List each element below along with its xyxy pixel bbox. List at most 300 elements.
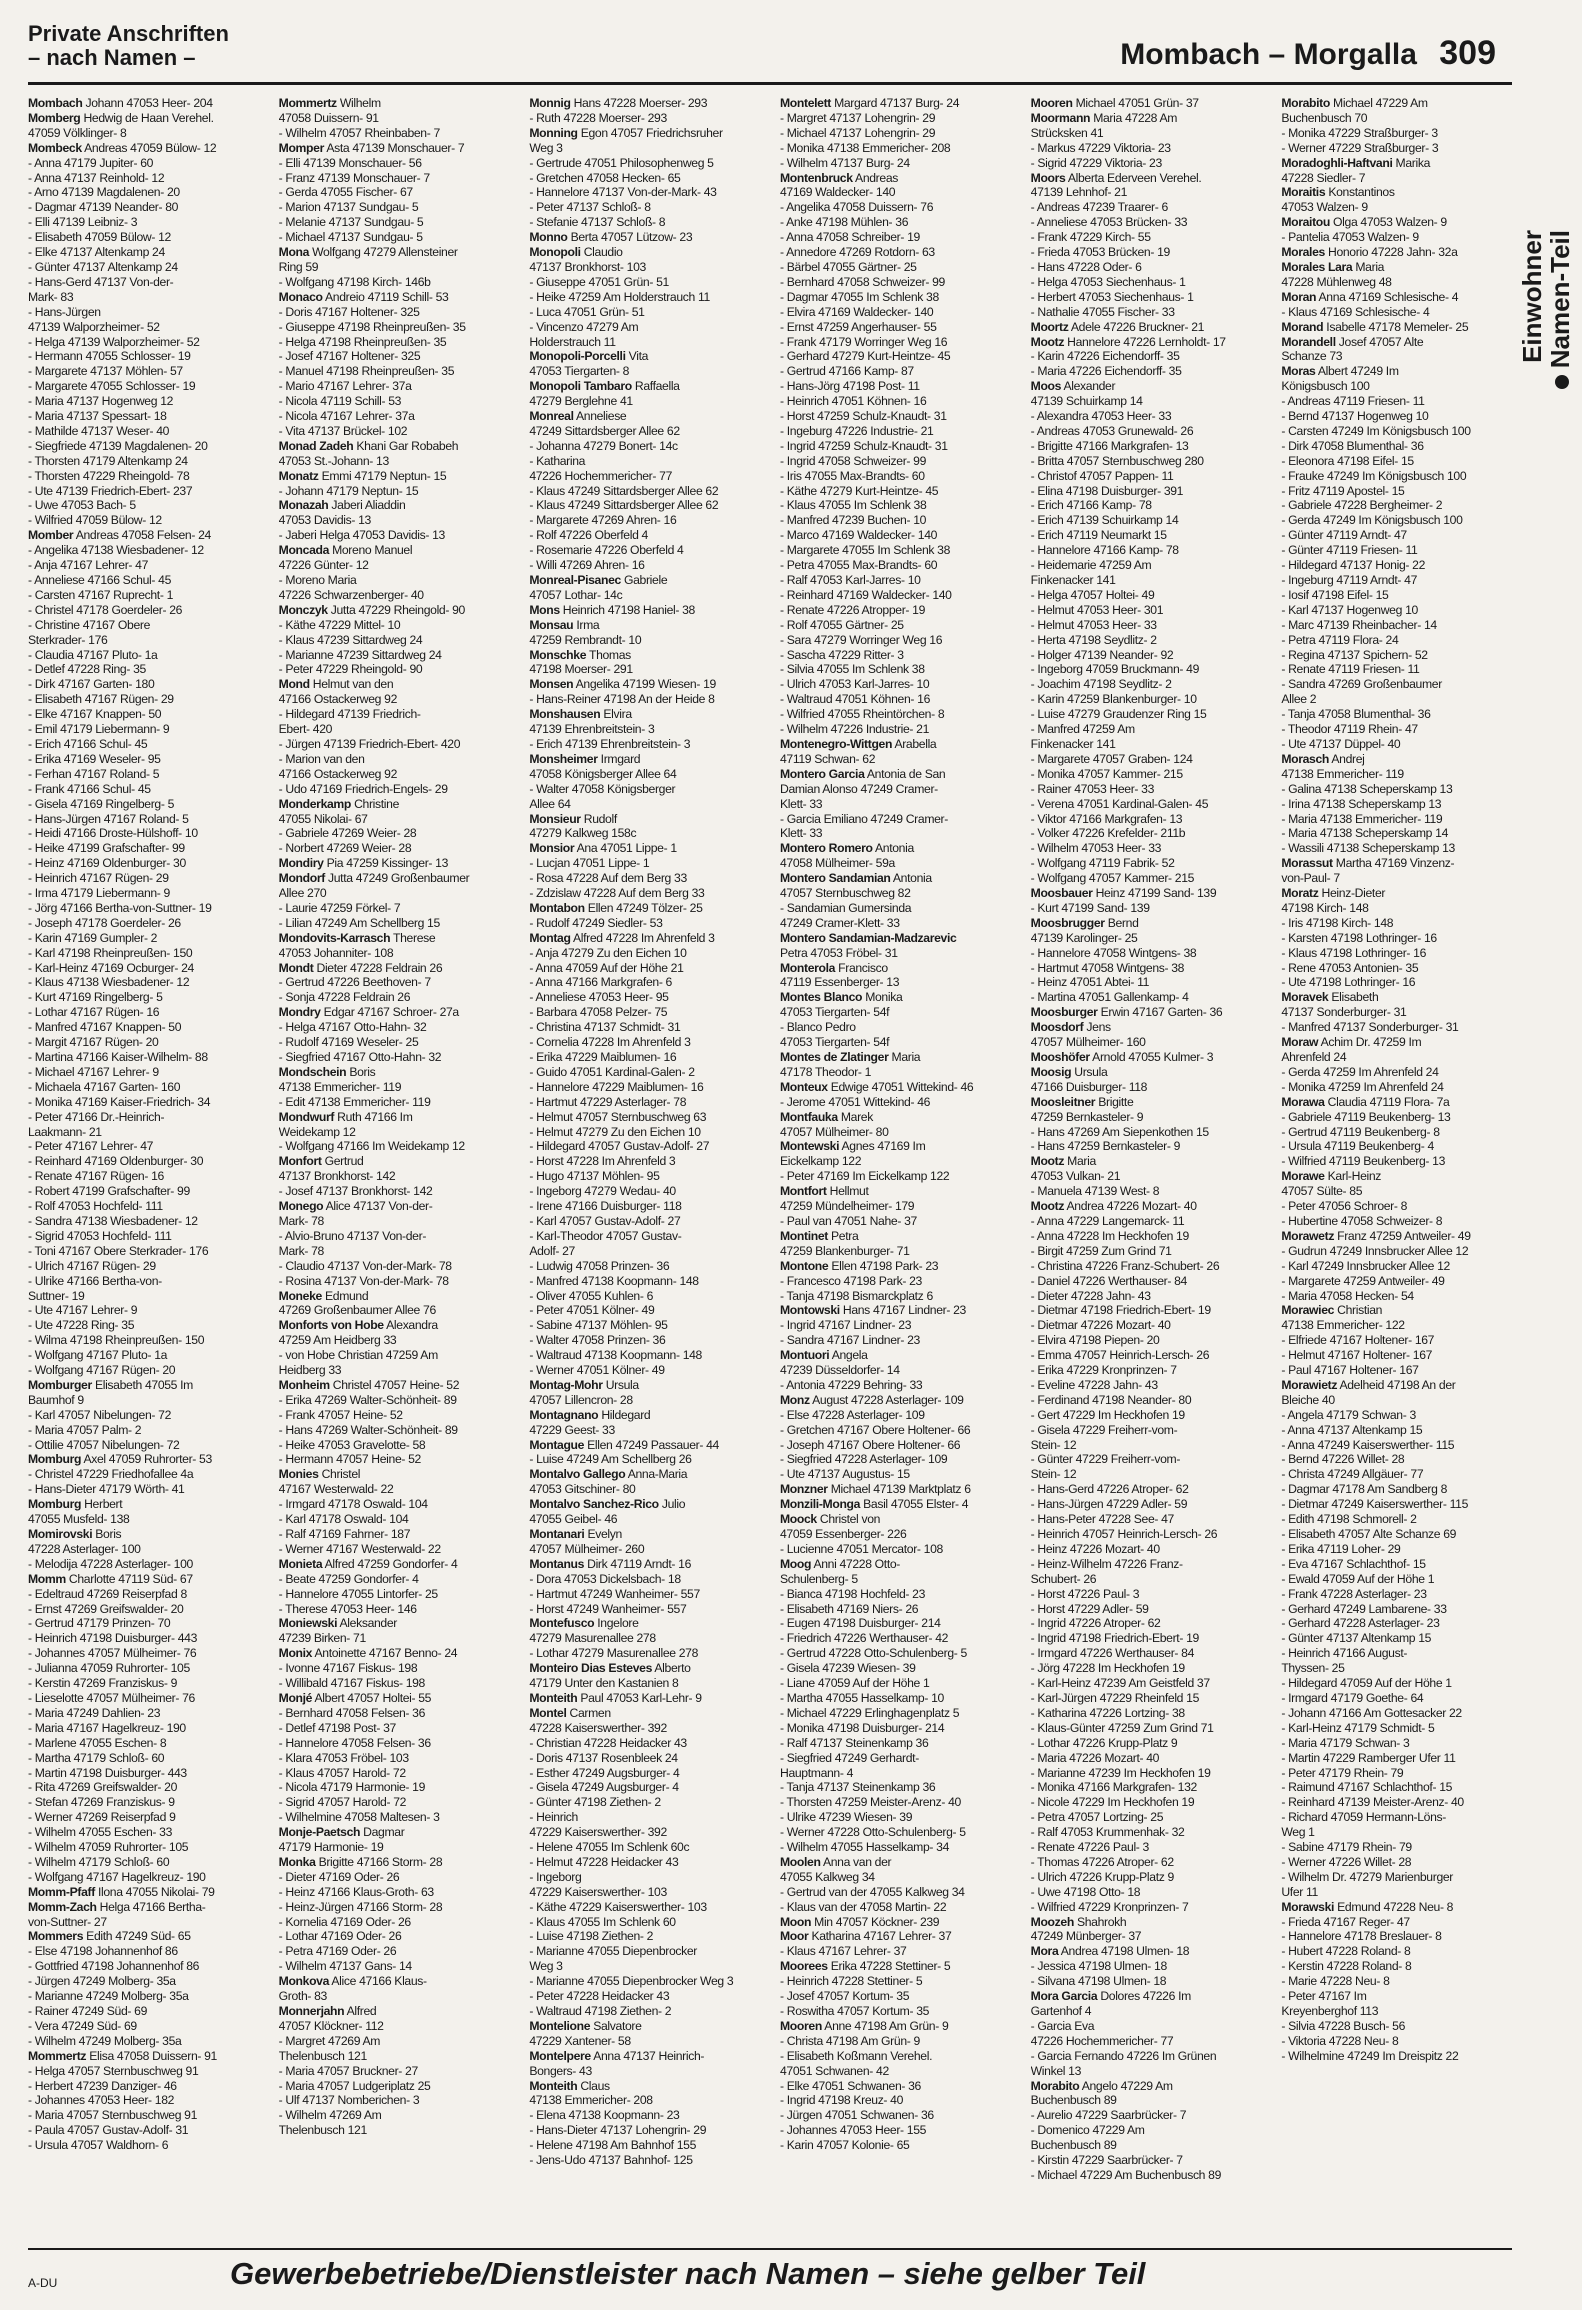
directory-entry [780, 1766, 1017, 1781]
directory-entry [1031, 1199, 1268, 1214]
directory-entry [1031, 886, 1268, 901]
directory-entry [780, 1080, 1017, 1095]
entry-text: 47139 Ehrenbreitstein- 3 [529, 722, 655, 737]
entry-text: - Frank 47228 Asterlager- 23 [1281, 1586, 1427, 1601]
directory-entry [279, 812, 516, 827]
entry-text: Alfred [346, 2004, 377, 2018]
entry-text: - Anna 47137 Reinhold- 12 [28, 170, 165, 185]
entry-text: - Helene 47055 Im Schlenk 60c [529, 1840, 690, 1855]
entry-text: 47057 Sternbuschweg 82 [780, 886, 911, 901]
directory-entry [1281, 1169, 1518, 1184]
entry-text: - Klaus 47057 Harold- 72 [278, 1765, 406, 1780]
directory-entry [279, 335, 516, 350]
directory-entry [529, 2079, 766, 2094]
directory-entry [1031, 2108, 1268, 2123]
entry-text: Finkenacker 141 [1030, 573, 1116, 587]
entry-surname: Monteux [780, 1079, 828, 1094]
entry-text: Rudolf [583, 811, 617, 826]
entry-text: - Wilhelm 47137 Gans- 14 [278, 1959, 412, 1974]
entry-text: 47179 Harmonie- 19 [278, 1840, 384, 1855]
entry-text: - Claudio 47137 Von-der-Mark- 78 [278, 1258, 452, 1273]
directory-entry [1031, 260, 1268, 275]
entry-text: - Oliver 47055 Kuhlen- 6 [529, 1288, 654, 1303]
entry-surname: Monnig [529, 96, 571, 110]
entry-text: - Nathalie 47055 Fischer- 33 [1030, 304, 1175, 319]
directory-entry [28, 185, 265, 200]
directory-entry [1031, 1572, 1268, 1587]
entry-text: - Daniel 47226 Werthauser- 84 [1030, 1273, 1187, 1288]
directory-entry [780, 1512, 1017, 1527]
entry-text: Moreno Manuel [332, 543, 413, 558]
directory-entry [28, 961, 265, 976]
directory-entry [780, 394, 1017, 409]
entry-text: Andrea 47226 Mozart- 40 [1066, 1199, 1197, 1214]
entry-text: - Gudrun 47249 Innsbrucker Allee 12 [1281, 1243, 1469, 1258]
directory-entry [1281, 1616, 1518, 1631]
entry-text: - Heinrich 47166 August- [1281, 1646, 1408, 1661]
entry-surname: Monjé [278, 1690, 313, 1705]
entry-text: Antonia [874, 841, 914, 856]
entry-text: - Lucienne 47051 Mercator- 108 [780, 1541, 943, 1556]
entry-text: 47279 Masurenallee 278 [529, 1631, 656, 1646]
entry-text: - Gertrud 47166 Kamp- 87 [780, 364, 914, 379]
directory-entry [529, 1959, 766, 1974]
entry-text: Thyssen- 25 [1281, 1661, 1345, 1676]
entry-text: - Katharina 47226 Lortzing- 38 [1030, 1705, 1185, 1720]
entry-text: - Rosa 47228 Auf dem Berg 33 [529, 871, 687, 886]
entry-text: 47167 Westerwald- 22 [278, 1482, 394, 1497]
entry-text: - Werner 47229 Straßburger- 3 [1281, 140, 1439, 155]
entry-text: - Ulf 47137 Nomberichen- 3 [278, 2093, 420, 2108]
entry-text: - Maria 47057 Bruckner- 27 [278, 2063, 418, 2078]
entry-text: Anni 47228 Otto- [813, 1556, 901, 1571]
directory-entry [529, 886, 766, 901]
directory-entry [28, 707, 265, 722]
entry-text: - Karl-Theodor 47057 Gustav- [529, 1228, 682, 1243]
directory-entry [529, 1661, 766, 1676]
directory-entry [279, 2079, 516, 2094]
entry-text: - Karl 47057 Gustav-Adolf- 27 [529, 1213, 681, 1228]
directory-entry [279, 1855, 516, 1870]
directory-entry [529, 1691, 766, 1706]
directory-entry [279, 156, 516, 171]
entry-text: - Rolf 47053 Hochfeld- 111 [28, 1199, 163, 1214]
entry-surname: Monopoli-Porcelli [529, 349, 626, 364]
directory-entry [529, 1572, 766, 1587]
directory-entry [279, 1810, 516, 1825]
directory-entry [1281, 111, 1518, 126]
directory-entry [780, 290, 1017, 305]
directory-entry [1031, 1289, 1268, 1304]
entry-text: - Hubert 47228 Roland- 8 [1281, 1944, 1411, 1959]
entry-text: - Pantelia 47053 Walzen- 9 [1281, 230, 1419, 245]
directory-entry [1281, 1646, 1518, 1661]
directory-entry [529, 379, 766, 394]
directory-entry [780, 1452, 1017, 1467]
entry-text: 47249 Münberger- 37 [1030, 1929, 1142, 1944]
entry-text: - Christina 47226 Franz-Schubert- 26 [1030, 1258, 1220, 1273]
directory-entry [28, 2034, 265, 2049]
directory-entry [279, 1557, 516, 1572]
directory-entry [529, 1706, 766, 1721]
directory-entry [1031, 1393, 1268, 1408]
directory-entry [1031, 1616, 1268, 1631]
entry-text: Anne 47198 Am Grün- 9 [824, 2018, 949, 2033]
entry-text: 47138 Emmericher- 208 [529, 2093, 653, 2108]
entry-text: - Gerhard 47228 Asterlager- 23 [1281, 1616, 1440, 1631]
entry-surname: Monning [529, 125, 578, 140]
entry-text: Maria 47228 Am [1093, 110, 1178, 125]
entry-text: - Anneliese 47166 Schul- 45 [28, 573, 172, 587]
directory-entry [1281, 379, 1518, 394]
entry-text: - Andreas 47239 Traarer- 6 [1030, 200, 1168, 215]
directory-entry [780, 1184, 1017, 1199]
directory-entry [28, 871, 265, 886]
entry-text: - Gisela 47229 Freiherr-vom- [1030, 1422, 1178, 1437]
directory-entry [780, 1944, 1017, 1959]
entry-text: Mark- 78 [278, 1213, 324, 1228]
directory-entry [279, 1691, 516, 1706]
entry-text: - Hannelore 47058 Wintgens- 38 [1030, 945, 1197, 960]
entry-text: - Wilfried 47059 Bülow- 12 [28, 513, 162, 528]
directory-entry [279, 797, 516, 812]
directory-entry [28, 1467, 265, 1482]
entry-text: - Heinz 47226 Mozart- 40 [1030, 1541, 1160, 1556]
directory-entry [1031, 1139, 1268, 1154]
directory-entry [529, 752, 766, 767]
directory-entry [1031, 931, 1268, 946]
entry-surname: Mons [529, 602, 560, 617]
directory-entry [1281, 752, 1518, 767]
entry-text: - Elisabeth 47167 Rügen- 29 [28, 692, 174, 707]
directory-entry [529, 439, 766, 454]
entry-text: Brigitte [1098, 1094, 1134, 1109]
directory-entry [1031, 230, 1268, 245]
directory-column [28, 96, 265, 2226]
entry-text: Andreas 47058 Felsen- 24 [75, 528, 211, 543]
entry-text: - Rudolf 47249 Siedler- 53 [529, 915, 663, 930]
entry-text: 47053 Davidis- 13 [278, 513, 371, 528]
directory-entry [529, 1616, 766, 1631]
directory-entry [780, 1005, 1017, 1020]
directory-entry [529, 2108, 766, 2123]
entry-text: - Fritz 47119 Apostel- 15 [1281, 483, 1405, 498]
directory-entry [780, 513, 1017, 528]
directory-entry [529, 692, 766, 707]
directory-entry [1281, 484, 1518, 499]
directory-entry [279, 1616, 516, 1631]
entry-text: - Werner 47228 Otto-Schulenberg- 5 [780, 1825, 966, 1840]
entry-text: 47249 Sittardsberger Allee 62 [529, 423, 680, 438]
directory-entry [1031, 946, 1268, 961]
directory-entry [529, 1020, 766, 1035]
entry-text: - Gerhard 47279 Kurt-Heintze- 45 [780, 349, 951, 364]
directory-columns [28, 96, 1518, 2226]
directory-entry [28, 1274, 265, 1289]
directory-entry [1281, 1467, 1518, 1482]
directory-entry [780, 1229, 1017, 1244]
entry-text: Axel 47059 Ruhrorter- 53 [83, 1452, 212, 1467]
directory-entry [279, 1780, 516, 1795]
entry-surname: Moraitou [1281, 215, 1330, 230]
directory-entry [529, 946, 766, 961]
directory-entry [279, 558, 516, 573]
directory-entry [28, 498, 265, 513]
directory-entry [780, 1706, 1017, 1721]
directory-entry [28, 1676, 265, 1691]
directory-entry [529, 260, 766, 275]
entry-surname: Monshausen [529, 707, 601, 722]
directory-entry [1031, 2079, 1268, 2094]
directory-entry [529, 1184, 766, 1199]
entry-surname: Mondovits-Karrasch [278, 930, 391, 945]
entry-text: - Theodor 47119 Rhein- 47 [1281, 722, 1418, 737]
directory-entry [279, 1482, 516, 1497]
entry-text: - Marlene 47055 Eschen- 8 [28, 1735, 167, 1750]
directory-entry [28, 1497, 265, 1512]
directory-entry [780, 1020, 1017, 1035]
entry-text: Martha 47169 Vinzenz- [1335, 856, 1455, 871]
entry-text: Ilona 47055 Nikolai- 79 [97, 1884, 215, 1899]
directory-entry [28, 1438, 265, 1453]
directory-entry [1281, 722, 1518, 737]
directory-entry [529, 1244, 766, 1259]
directory-entry [1031, 409, 1268, 424]
directory-entry [780, 439, 1017, 454]
entry-text: 47259 Bernkasteler- 9 [1030, 1109, 1144, 1124]
entry-text: - Antonia 47229 Behring- 33 [780, 1377, 923, 1392]
directory-entry [1031, 1274, 1268, 1289]
entry-text: 47178 Theodor- 1 [780, 1064, 872, 1079]
directory-entry [1031, 1184, 1268, 1199]
entry-text: - Anna 47058 Schreiber- 19 [780, 230, 920, 245]
entry-text: - Renate 47119 Friesen- 11 [1281, 662, 1420, 677]
entry-surname: Montinet [780, 1228, 828, 1243]
entry-text: - Sandra 47269 Großenbaumer [1281, 677, 1442, 692]
directory-entry [1281, 1348, 1518, 1363]
entry-text: - Erich 47119 Neumarkt 15 [1030, 528, 1167, 543]
directory-entry [1031, 200, 1268, 215]
entry-text: - Emma 47057 Heinrich-Lersch- 26 [1030, 1348, 1210, 1363]
entry-text: - Silvia 47055 Im Schlenk 38 [780, 662, 925, 677]
entry-text: 47053 Gitschiner- 80 [529, 1482, 636, 1497]
directory-entry [279, 1929, 516, 1944]
directory-entry [1031, 1348, 1268, 1363]
directory-entry [1281, 1810, 1518, 1825]
entry-text: - Monika 47259 Im Ahrenfeld 24 [1281, 1079, 1444, 1094]
directory-entry [1281, 1512, 1518, 1527]
directory-entry [28, 1199, 265, 1214]
directory-entry [28, 1348, 265, 1363]
entry-text: - Heidemarie 47259 Am [1030, 558, 1152, 573]
entry-text: - Helene 47198 Am Bahnhof 155 [529, 2138, 697, 2153]
entry-surname: Montalvo Sanchez-Rico [529, 1497, 659, 1512]
directory-entry [28, 1408, 265, 1423]
directory-entry [1281, 677, 1518, 692]
directory-entry [1031, 379, 1268, 394]
entry-text: 47249 Cramer-Klett- 33 [780, 915, 900, 930]
directory-entry [1281, 230, 1518, 245]
directory-entry [1031, 797, 1268, 812]
entry-text: - Eugen 47198 Duisburger- 214 [780, 1616, 941, 1631]
directory-entry [780, 1497, 1017, 1512]
entry-text: Winkel 13 [1030, 2063, 1082, 2078]
directory-entry [279, 2004, 516, 2019]
entry-text: - Heike 47259 Am Holderstrauch 11 [529, 289, 710, 304]
directory-entry [529, 1855, 766, 1870]
directory-entry [1031, 826, 1268, 841]
entry-surname: Momper [278, 140, 324, 155]
directory-entry [1281, 305, 1518, 320]
directory-entry [529, 826, 766, 841]
directory-entry [780, 707, 1017, 722]
directory-entry [780, 767, 1017, 782]
entry-surname: Moock [780, 1512, 817, 1527]
directory-entry [780, 871, 1017, 886]
directory-entry [1031, 1646, 1268, 1661]
entry-text: Irma [576, 617, 600, 632]
directory-entry [529, 543, 766, 558]
directory-entry [780, 2019, 1017, 2034]
entry-text: - Ursula 47119 Beukenberg- 4 [1281, 1139, 1434, 1154]
directory-entry [529, 171, 766, 186]
directory-entry [28, 931, 265, 946]
entry-surname: Monsieur [529, 811, 581, 826]
entry-text: Heidberg 33 [278, 1363, 342, 1378]
entry-text: Agnes 47169 Im [841, 1139, 926, 1154]
directory-entry [529, 1229, 766, 1244]
entry-text: - Hannelore 47055 Lintorfer- 25 [278, 1586, 438, 1601]
entry-text: - Maria 47138 Emmericher- 119 [1281, 811, 1443, 826]
entry-text: - Hermann 47055 Schlosser- 19 [28, 349, 191, 364]
entry-text: Edith 47249 Süd- 65 [86, 1929, 191, 1944]
entry-text: Katharina 47167 Lehrer- 37 [811, 1929, 952, 1944]
entry-text: - Ernst 47269 Greifswalder- 20 [28, 1601, 184, 1616]
entry-text: - Kornelia 47169 Oder- 26 [278, 1914, 411, 1929]
directory-entry [1281, 1423, 1518, 1438]
entry-text: - Wilhelm 47055 Hasselkamp- 34 [780, 1840, 949, 1855]
directory-entry [1281, 1915, 1518, 1930]
entry-text: - Ute 47198 Lothringer- 16 [1281, 975, 1416, 990]
entry-text: - Michael 47229 Am Buchenbusch 89 [1030, 2167, 1222, 2182]
directory-entry [529, 1989, 766, 2004]
entry-text: - Hugo 47137 Möhlen- 95 [529, 1169, 660, 1184]
entry-text: - Nicola 47167 Lehrer- 37a [278, 409, 415, 424]
entry-text: Baumhof 9 [28, 1392, 84, 1407]
entry-text: Olga 47053 Walzen- 9 [1333, 215, 1447, 230]
directory-entry [1031, 1706, 1268, 1721]
directory-entry [1281, 1065, 1518, 1080]
entry-text: - Ingeborg 47059 Bruckmann- 49 [1030, 662, 1200, 677]
directory-entry [1031, 1631, 1268, 1646]
directory-entry [28, 1229, 265, 1244]
directory-entry [279, 1050, 516, 1065]
directory-entry [1281, 1035, 1518, 1050]
entry-surname: Moors [1030, 170, 1066, 185]
entry-text: Stein- 12 [1030, 1437, 1077, 1452]
entry-surname: Momber [28, 528, 74, 543]
directory-entry [279, 1602, 516, 1617]
entry-text: Eickelkamp 122 [780, 1154, 862, 1169]
entry-text: - Hannelore 47178 Breslauer- 8 [1281, 1929, 1442, 1944]
directory-entry [279, 692, 516, 707]
entry-text: - Dagmar 47055 Im Schlenk 38 [780, 289, 939, 304]
directory-entry [1031, 96, 1268, 111]
directory-entry [1281, 931, 1518, 946]
entry-text: - Bernhard 47058 Schweizer- 99 [780, 274, 945, 289]
entry-surname: Monsheimer [529, 751, 598, 766]
entry-text: - Francesco 47198 Park- 23 [780, 1273, 922, 1288]
directory-entry [780, 841, 1017, 856]
entry-surname: Mommertz [28, 2048, 87, 2063]
section-tab-line1: Einwohner [1517, 230, 1547, 363]
entry-text: Ahrenfeld 24 [1281, 1050, 1347, 1064]
directory-entry [780, 975, 1017, 990]
directory-entry [279, 752, 516, 767]
directory-entry [1281, 1542, 1518, 1557]
directory-entry [1031, 1810, 1268, 1825]
directory-entry [529, 1393, 766, 1408]
entry-text: Paul 47053 Karl-Lehr- 9 [580, 1690, 702, 1705]
entry-surname: Monfort [278, 1154, 322, 1169]
entry-text: 47051 Schwanen- 42 [780, 2063, 889, 2078]
entry-text: - Klaus 47169 Schlesische- 4 [1281, 304, 1430, 319]
entry-text: - Dietmar 47226 Mozart- 40 [1030, 1318, 1171, 1333]
directory-entry [780, 1125, 1017, 1140]
entry-surname: Moosdorf [1030, 1020, 1084, 1035]
directory-entry [28, 156, 265, 171]
entry-text: - Josef 47137 Bronkhorst- 142 [278, 1184, 433, 1199]
directory-entry [1281, 633, 1518, 648]
entry-text: - Klaus 47198 Lothringer- 16 [1281, 945, 1427, 960]
entry-text: - Helmut 47167 Holtener- 167 [1281, 1348, 1433, 1363]
directory-column [1031, 96, 1268, 2226]
directory-entry [279, 111, 516, 126]
entry-text: - Christa 47198 Am Grün- 9 [780, 2033, 920, 2048]
entry-text: - Dieter 47169 Oder- 26 [278, 1869, 400, 1884]
directory-entry [1281, 1870, 1518, 1885]
entry-text: - Gerda 47055 Fischer- 67 [278, 185, 413, 200]
entry-text: - Ingeburg 47119 Arndt- 47 [1281, 573, 1418, 587]
entry-text: - Ernst 47259 Angerhauser- 55 [780, 319, 937, 334]
entry-text: - Heinz 47166 Klaus-Groth- 63 [278, 1884, 434, 1899]
directory-entry [279, 394, 516, 409]
entry-text: Petra 47053 Fröbel- 31 [780, 945, 898, 960]
entry-text: - Dora 47053 Dickelsbach- 18 [529, 1571, 681, 1586]
entry-text: Ufer 11 [1281, 1884, 1318, 1899]
entry-text: - Hans 47269 Am Siepenkothen 15 [1030, 1124, 1209, 1139]
entry-text: - Karsten 47198 Lothringer- 16 [1281, 930, 1437, 945]
directory-entry [529, 1303, 766, 1318]
entry-surname: Mora [1030, 1944, 1059, 1959]
directory-entry [279, 1795, 516, 1810]
entry-text: - Irina 47138 Scheperskamp 13 [1281, 796, 1442, 811]
entry-text: - Ruth 47228 Moerser- 293 [529, 110, 667, 125]
directory-entry [279, 2108, 516, 2123]
entry-text: - Rita 47269 Greifswalder- 20 [28, 1780, 178, 1795]
directory-entry [529, 1974, 766, 1989]
directory-entry [780, 1631, 1017, 1646]
directory-entry [1281, 96, 1518, 111]
entry-text: Boris [95, 1527, 122, 1541]
directory-entry [279, 349, 516, 364]
entry-text: Andreas [855, 170, 898, 185]
entry-text: Kreyenberghof 113 [1281, 2004, 1379, 2018]
entry-text: - Garcia Emiliano 47249 Cramer- [780, 811, 948, 826]
entry-text: - Ralf 47137 Steinenkamp 36 [780, 1735, 929, 1750]
entry-text: Heinz-Dieter [1321, 886, 1386, 901]
directory-entry [28, 677, 265, 692]
